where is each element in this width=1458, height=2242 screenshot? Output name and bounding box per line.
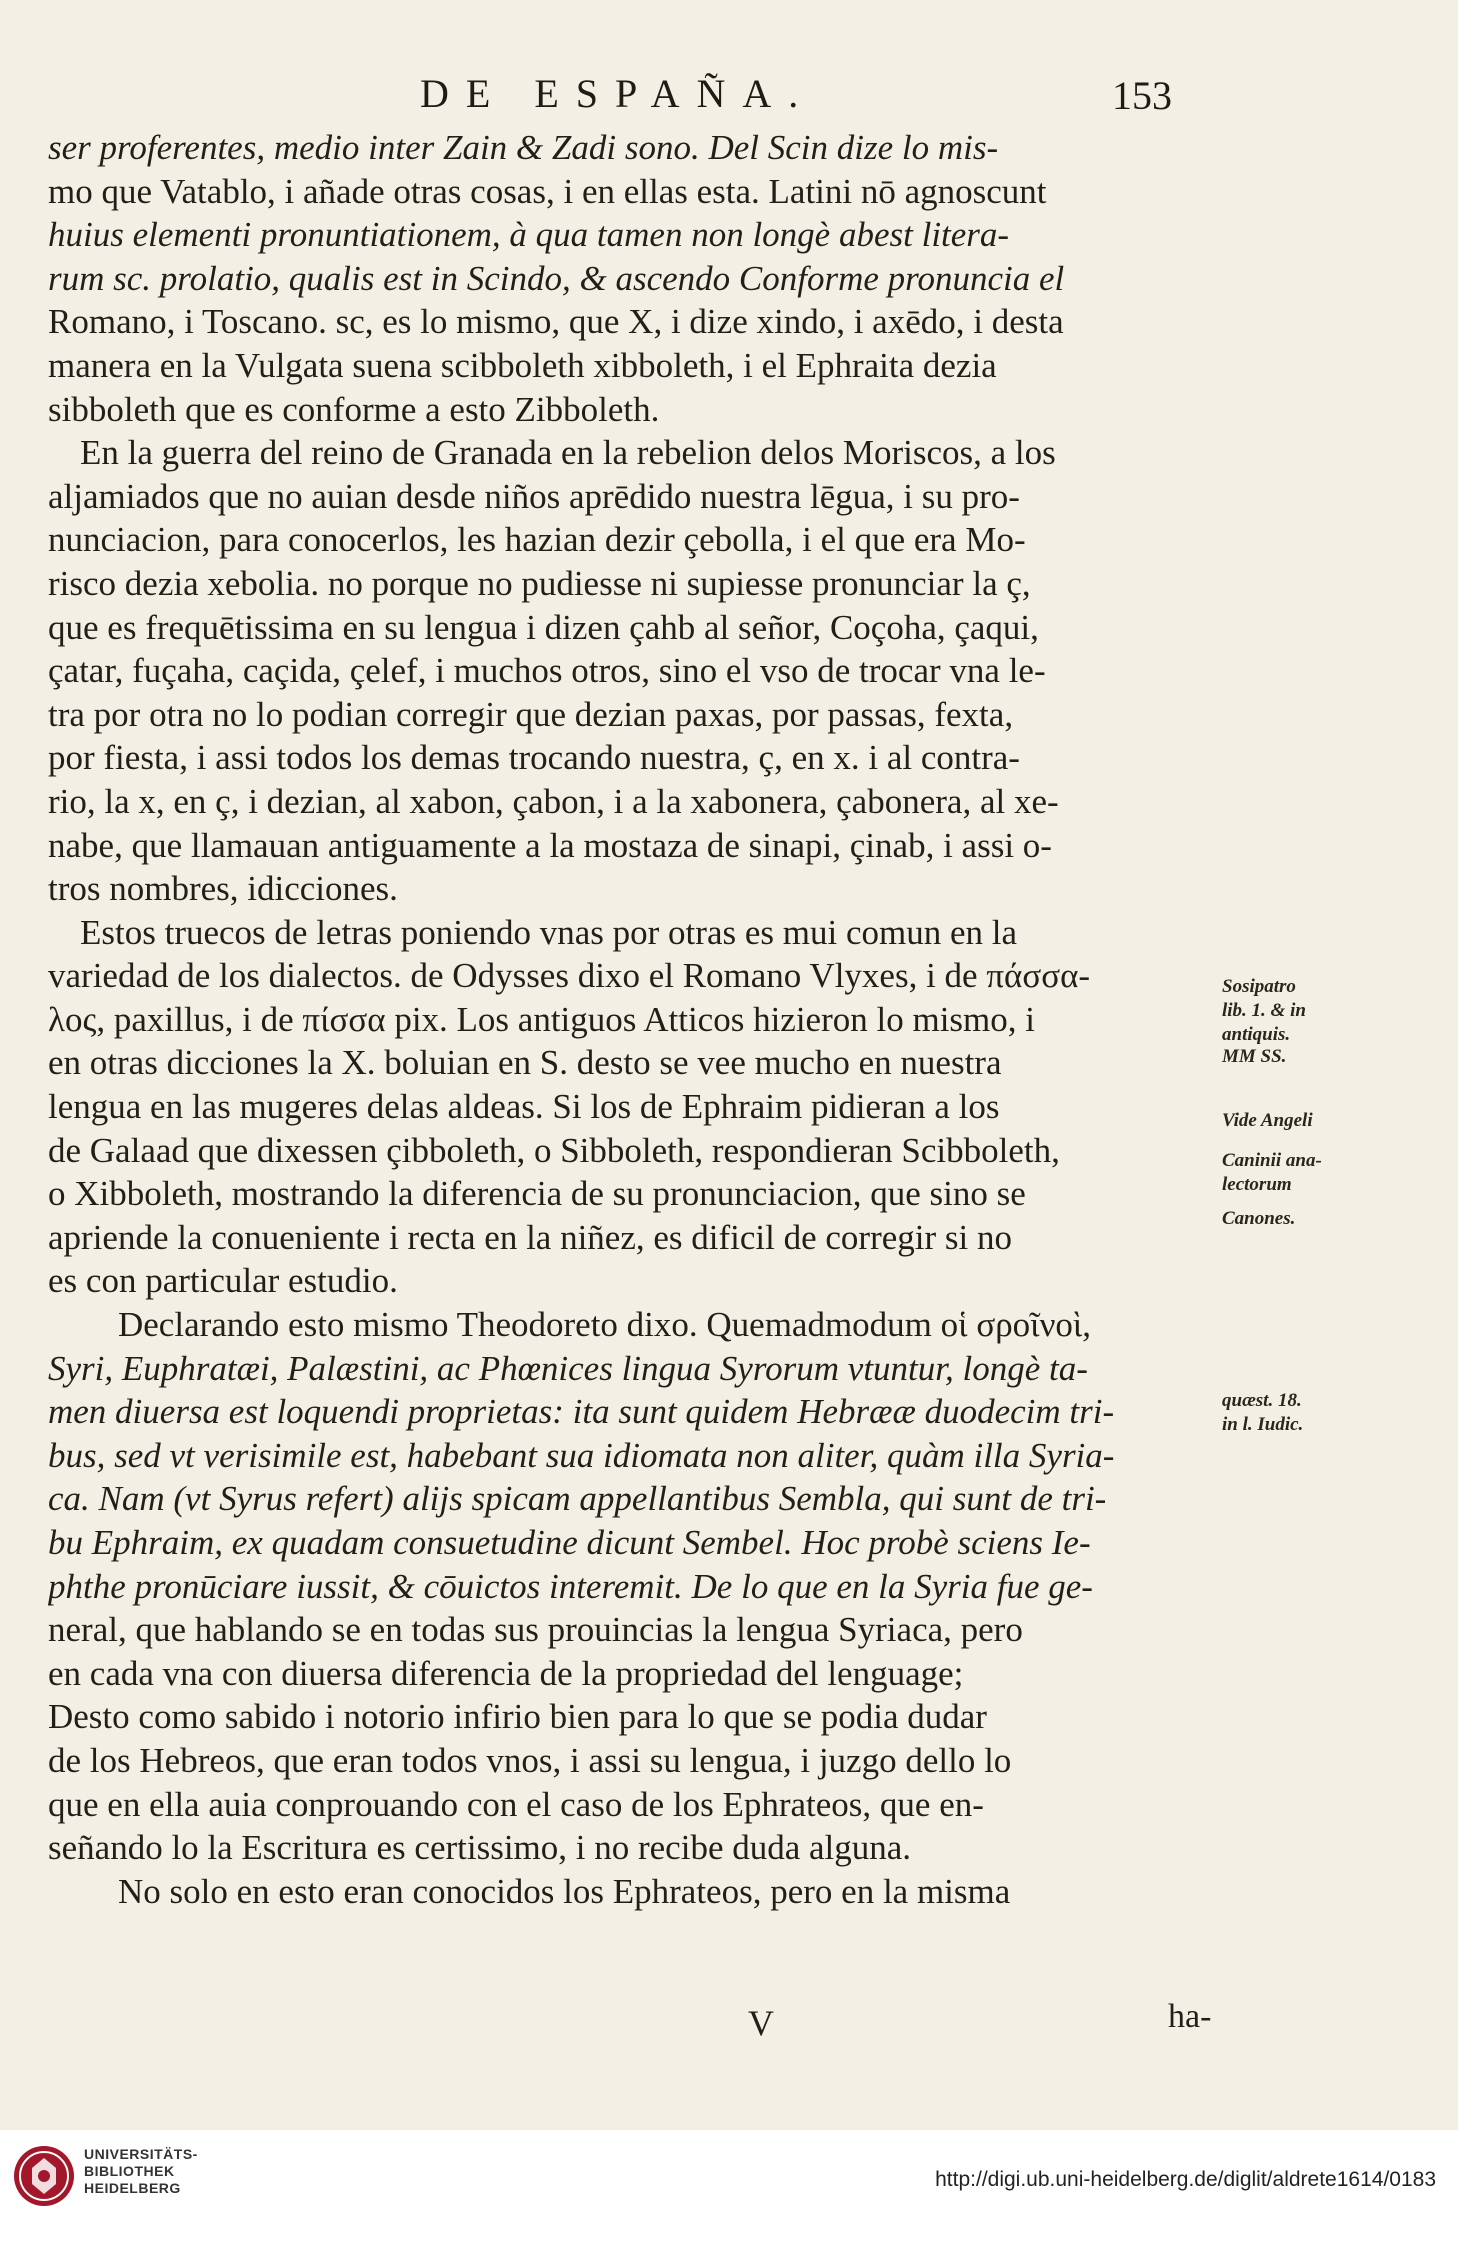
text-line: ca. Nam (vt Syrus refert) alijs spicam appellantibus Sembla, qui sunt de tri- (48, 1479, 1107, 1519)
text-line: No solo en esto eran conocidos los Ephrateos, pero en la misma (118, 1871, 1011, 1911)
margin-note: Sosipatro (1222, 976, 1296, 997)
library-name-line: BIBLIOTHEK (84, 2163, 175, 2179)
library-name-line: HEIDELBERG (84, 2180, 181, 2196)
text-line: en cada vna con diuersa diferencia de la propriedad del lenguage; (48, 1653, 964, 1693)
text-line: bu Ephraim, ex quadam consuetudine dicunt Sembel. Hoc probè sciens Ie- (48, 1523, 1091, 1562)
text-line: de los Hebreos, que eran todos vnos, i assi su lengua, i juzgo dello lo (48, 1740, 1012, 1780)
text-line: variedad de los dialectos. de Odysses dixo el Romano Vlyxes, i de πάσσα- (48, 956, 1091, 996)
margin-note: Vide Angeli (1222, 1110, 1313, 1131)
text-line: huius elementi pronuntiationem, à qua tamen non longè abest litera- (48, 215, 1010, 255)
source-url-link[interactable]: http://digi.ub.uni-heidelberg.de/diglit/aldrete1614/0183 (935, 2168, 1436, 2191)
text-line: bus, sed vt verisimile est, habebant sua idiomata non aliter, quàm illa Syria- (48, 1435, 1115, 1475)
text-line: risco dezia xebolia. no porque no pudiesse ni supiesse pronunciar la ç, (48, 563, 1031, 603)
text-line: señando lo la Escritura es certissimo, i no recibe duda alguna. (48, 1828, 912, 1868)
footer (0, 2130, 1458, 2242)
text-line: manera en la Vulgata suena scibboleth xibboleth, i el Ephraita dezia (48, 345, 997, 385)
text-line: çatar, fuçaha, caçida, çelef, i muchos otros, sino el vso de trocar vna le- (48, 651, 1046, 691)
margin-note: in l. Iudic. (1222, 1414, 1304, 1435)
text-line: nunciacion, para conocerlos, les hazian dezir çebolla, i el que era Mo- (48, 520, 1026, 560)
catchword: ha- (1168, 1998, 1212, 2035)
library-name (84, 2146, 198, 2197)
text-line: Syri, Euphratæi, Palæstini, ac Phœnices lingua Syrorum vtuntur, longè ta- (48, 1348, 1088, 1388)
text-line: rum sc. prolatio, qualis est in Scindo, & ascendo Conforme pronuncia el (48, 258, 1065, 298)
text-line: o Xibboleth, mostrando la diferencia de su pronunciacion, que sino se (48, 1174, 1026, 1214)
text-line: λος, paxillus, i de πίσσα pix. Los antiguos Atticos hizieron lo mismo, i (48, 999, 1035, 1039)
text-line: ser proferentes, medio inter Zain & Zadi sono. Del Scin dize lo mis- (48, 128, 999, 167)
text-line: aljamiados que no auian desde niños aprēdido nuestra lēgua, i su pro- (48, 476, 1020, 516)
university-seal-icon (12, 2144, 76, 2208)
text-line: Desto como sabido i notorio infirio bien para lo que se podia dudar (48, 1697, 987, 1737)
margin-note: Caninii ana- (1222, 1150, 1322, 1171)
text-line: sibboleth que es conforme a esto Zibboleth. (48, 389, 660, 429)
text-line: men diuersa est loquendi proprietas: ita sunt quidem Hebrææ duodecim tri- (48, 1392, 1115, 1432)
page-number: 153 (1112, 73, 1172, 118)
text-line: que en ella auia conprouando con el caso de los Ephrateos, que en- (48, 1784, 984, 1824)
text-line: rio, la x, en ç, i dezian, al xabon, çabon, i a la xabonera, çabonera, al xe- (48, 781, 1059, 821)
text-line: en otras dicciones la X. boluian en S. desto se vee mucho en nuestra (48, 1043, 1002, 1083)
text-line: Declarando esto mismo Theodoreto dixo. Quemadmodum οἱ σροῖνοὶ, (118, 1305, 1092, 1345)
running-title: DE ESPAÑA. (420, 71, 816, 116)
running-head (0, 70, 1458, 120)
text-line: que es frequētissima en su lengua i dizen çahb al señor, Coçoha, çaqui, (48, 607, 1039, 647)
signature-mark: V (748, 2003, 774, 2043)
text-line: En la guerra del reino de Granada en la rebelion delos Moriscos, a los (80, 433, 1056, 473)
text-line: neral, que hablando se en todas sus prouincias la lengua Syriaca, pero (48, 1610, 1023, 1650)
text-line: lengua en las mugeres delas aldeas. Si los de Ephraim pidieran a los (48, 1087, 1000, 1127)
margin-note: Canones. (1222, 1208, 1296, 1229)
library-name-line: UNIVERSITÄTS- (84, 2146, 198, 2162)
margin-note: quæst. 18. (1222, 1390, 1302, 1411)
margin-note: lectorum (1222, 1174, 1292, 1195)
text-line: de Galaad que dixessen çibboleth, o Sibboleth, respondieran Scibboleth, (48, 1130, 1060, 1170)
margin-note: MM SS. (1222, 1046, 1287, 1067)
text-line: Estos truecos de letras poniendo vnas por otras es mui comun en la (80, 912, 1018, 952)
signature-line (0, 1998, 1458, 2043)
text-line: nabe, que llamauan antiguamente a la mostaza de sinapi, çinab, i assi o- (48, 825, 1052, 865)
text-line: apriende la conueniente i recta en la niñez, es dificil de corregir si no (48, 1217, 1013, 1257)
text-line: phthe pronūciare iussit, & cōuictos interemit. De lo que en la Syria fue ge- (48, 1566, 1093, 1606)
body-text (48, 126, 1208, 1913)
text-line: tros nombres, idicciones. (48, 869, 398, 909)
text-line: Romano, i Toscano. sc, es lo mismo, que X, i dize xindo, i axēdo, i desta (48, 302, 1064, 342)
margin-note: lib. 1. & in (1222, 1000, 1306, 1021)
text-line: tra por otra no lo podian corregir que dezian paxas, por passas, fexta, (48, 694, 1014, 734)
margin-note: antiquis. (1222, 1024, 1291, 1045)
text-line: mo que Vatablo, i añade otras cosas, i en ellas esta. Latini nō agnoscunt (48, 171, 1047, 211)
text-line: es con particular estudio. (48, 1261, 398, 1301)
text-line: por fiesta, i assi todos los demas trocando nuestra, ç, en x. i al contra- (48, 738, 1020, 778)
